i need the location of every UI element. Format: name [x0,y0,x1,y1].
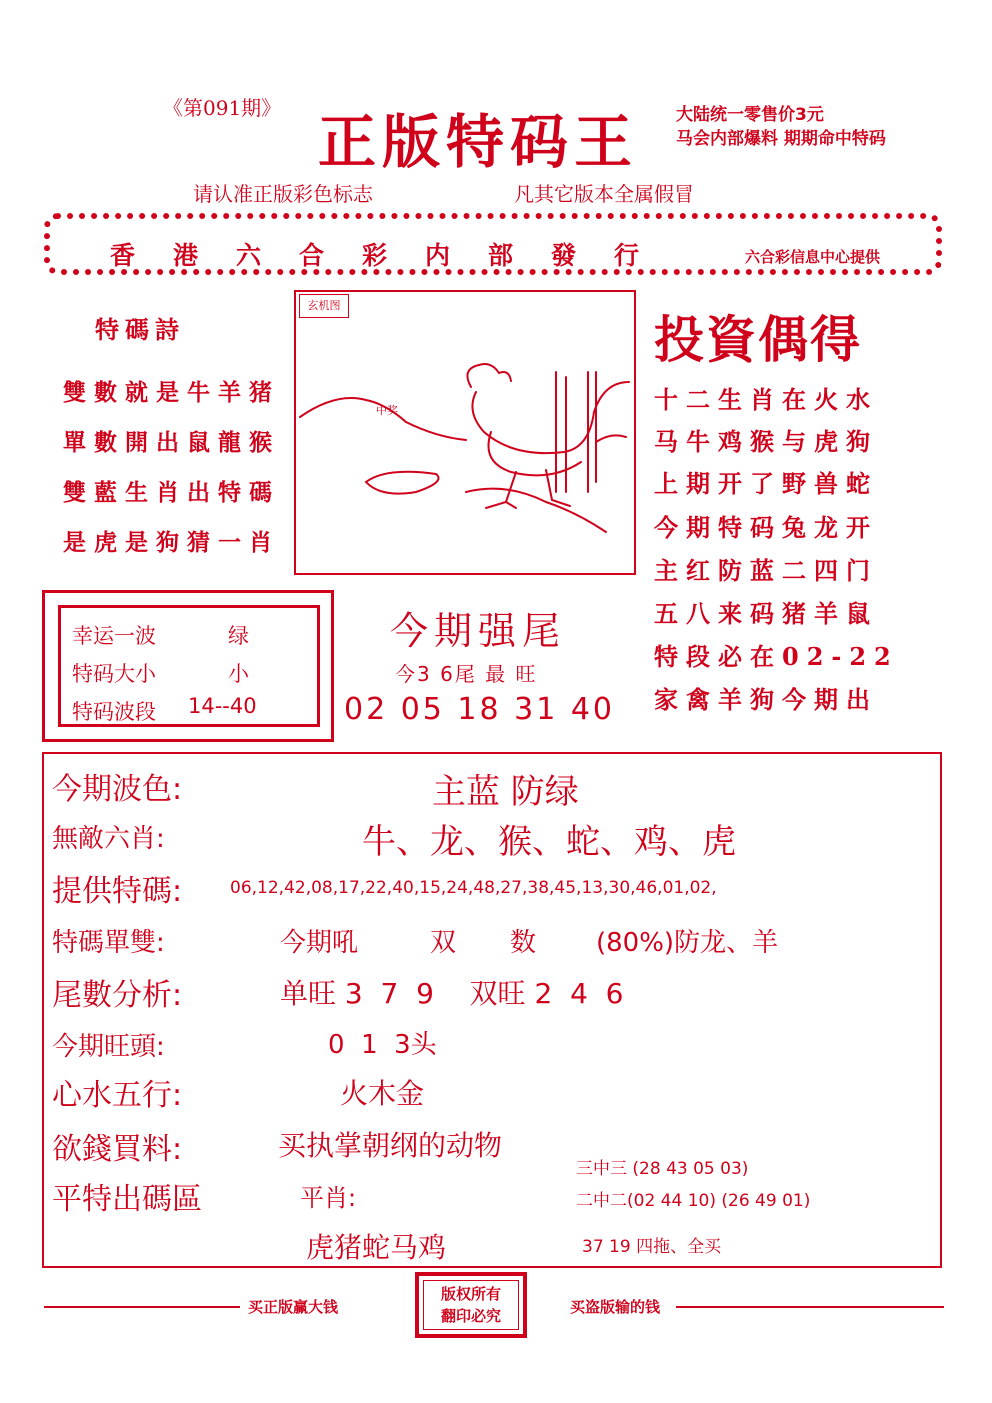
strong-tail-title: 今期强尾 [390,609,567,653]
strong-tail-sub: 今3 6尾 最 旺 [395,662,538,686]
five-elements-label: 心水五行: [52,1078,183,1113]
codes-label: 提供特碼: [52,874,183,909]
code-size-value: 小 [228,662,249,686]
issue-number: 《第091期》 [163,96,282,120]
banner-text: 香港六合彩内部發行 [110,241,678,270]
wave-color-label: 今期波色: [52,772,183,807]
drag-tip: 37 19 四拖、全买 [582,1237,722,1257]
odd-even-value-1: 今期吼 [280,928,359,958]
investment-line: 马牛鸡猴与虎狗 [654,427,878,456]
odd-even-value-3: 数 [510,928,537,958]
footer-line-right [676,1306,944,1308]
copyright-line-1: 版权所有 [440,1285,501,1303]
footer-left-text: 买正版赢大钱 [248,1298,339,1316]
investment-line: 五八来码猪羊鼠 [654,599,878,628]
banner-provider: 六合彩信息中心提供 [745,248,881,266]
tail-analysis-value: 单旺 3 7 9 双旺 2 4 6 [280,977,624,1010]
authentic-notice: 请认准正版彩色标志 [193,182,373,206]
investment-line: 家禽羊狗今期出 [654,685,878,714]
two-in-two: 二中二(02 44 10) (26 49 01) [576,1191,811,1211]
insider-tagline: 马会内部爆料 期期命中特码 [676,129,886,149]
odd-even-label: 特碼單雙: [52,928,165,958]
picture-note: 中奖 [376,404,398,417]
investment-line: 上期开了野兽蛇 [654,469,878,498]
six-zodiac-label: 無敵六肖: [52,824,165,854]
odd-even-value-4: (80%)防龙、羊 [596,928,779,958]
poem-line: 雙藍生肖出特碼 [63,479,280,506]
rooster-drawing [296,292,634,573]
footer-line-left [44,1306,240,1308]
poem-line: 單數開出鼠龍猴 [63,429,280,456]
poem-title: 特碼詩 [95,315,185,344]
strong-tail-numbers: 02 05 18 31 40 [344,692,616,727]
tail-analysis-label: 尾數分析: [52,978,183,1013]
code-range-value: 14--40 [188,694,257,718]
footer-right-text: 买盗版输的钱 [570,1298,661,1316]
codes-value: 06,12,42,08,17,22,40,15,24,48,27,38,45,13,30,46,01,02, [230,878,717,898]
investment-title: 投資偶得 [654,310,862,369]
flat-zodiac-label: 平肖: [300,1184,357,1212]
buy-tip-label: 欲錢買料: [52,1132,183,1167]
investment-line: 今期特码兔龙开 [654,513,878,542]
six-zodiac-value: 牛、龙、猴、蛇、鸡、虎 [362,822,736,862]
lucky-wave-label: 幸运一波 [72,624,156,648]
head-label: 今期旺頭: [52,1032,165,1062]
odd-even-value-2: 双 [430,928,457,958]
three-in-three: 三中三 (28 43 05 03) [576,1159,749,1179]
investment-line: 主红防蓝二四门 [654,556,878,585]
copyright-stamp-text [423,1280,519,1330]
flat-zodiac-value: 虎猪蛇马鸡 [306,1231,447,1264]
wave-color-value: 主蓝 防绿 [432,772,579,812]
copyright-line-2: 翻印必究 [440,1307,501,1325]
poem-line: 雙數就是牛羊猪 [63,379,280,406]
five-elements-value: 火木金 [340,1077,425,1110]
rooster-illustration [294,290,636,575]
investment-line: 特段必在02-22 [654,642,899,671]
flat-code-label: 平特出碼區 [52,1182,202,1217]
picture-stamp: 玄机图 [299,294,349,318]
price-tagline: 大陆统一零售价3元 [676,105,824,125]
poem-line: 是虎是狗猜一肖 [63,529,280,556]
code-range-label: 特码波段 [72,700,156,724]
investment-line: 十二生肖在火水 [654,385,878,414]
page-title: 正版特码王 [318,108,639,176]
buy-tip-value: 买执掌朝纲的动物 [278,1129,503,1162]
lucky-wave-value: 绿 [228,624,249,648]
code-size-label: 特码大小 [72,662,156,686]
head-value: 0 1 3头 [328,1030,437,1060]
counterfeit-notice: 凡其它版本全属假冒 [514,182,694,206]
